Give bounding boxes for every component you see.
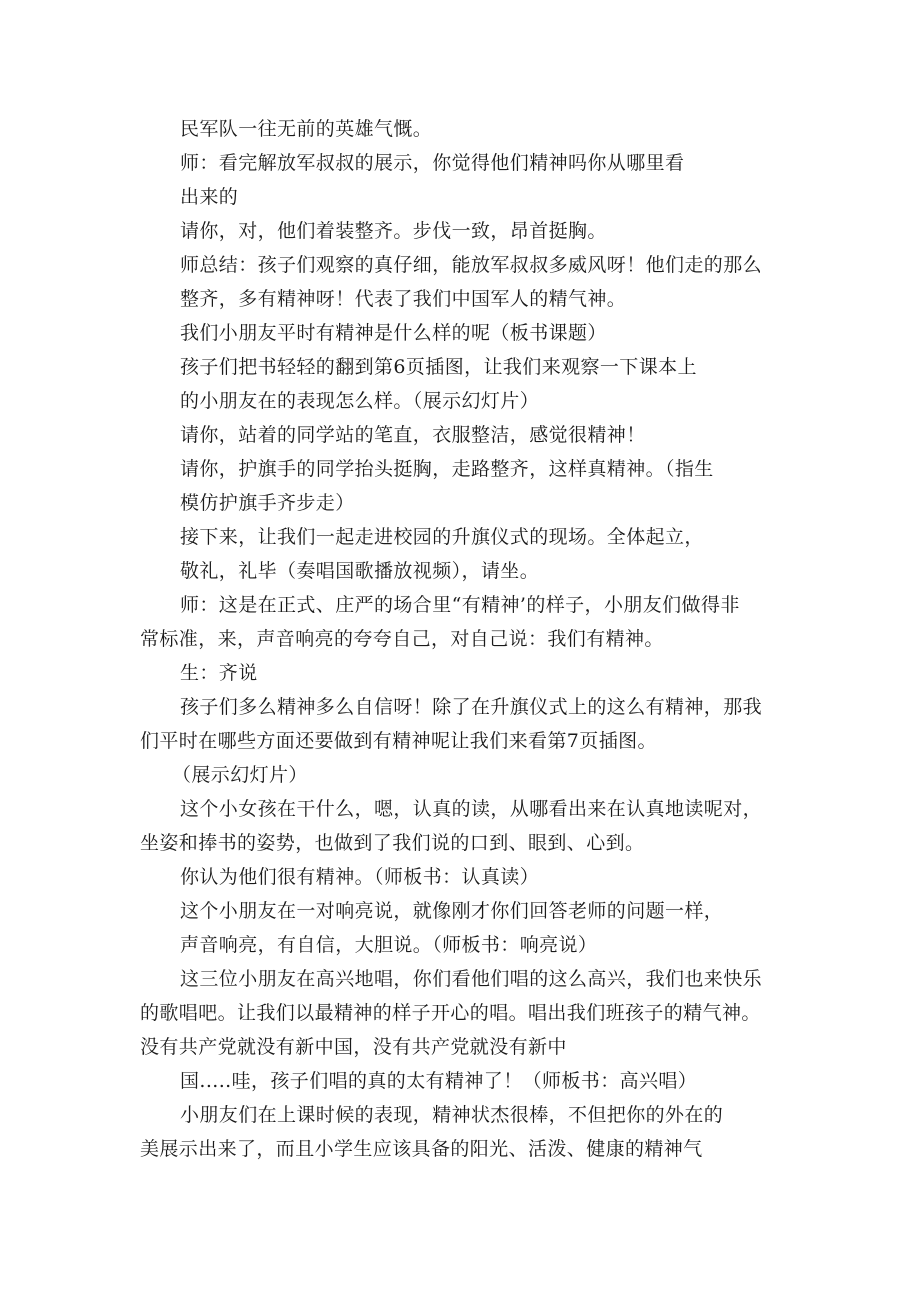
text-line: 敬礼，礼毕（奏唱国歌播放视频），请坐。 [180,560,540,582]
text-line: 这个小女孩在干什么，嗯，认真的读，从哪看出来在认真地读呢对， [180,798,763,820]
text-line: 民军队一往无前的英雄气慨。 [180,118,433,140]
text-line: 请你，站着的同学站的笔直，衣服整洁，感觉很精神！ [180,424,646,446]
text-line: 的小朋友在的表现怎么样。（展示幻灯片） [180,390,540,412]
text-line: 坐姿和捧书的姿势，也做到了我们说的口到、眼到、心到。 [140,832,645,854]
text-line: 国.....哇，孩子们唱的真的太有精神了！（师板书：高兴唱） [180,1070,698,1092]
text-line: 的歌唱吧。让我们以最精神的样子开心的唱。唱出我们班孩子的精气神。 [140,1002,761,1024]
text-line: 接下来，让我们一起走进校园的升旗仪式的现场。全体起立， [180,526,704,548]
text-line: 请你，对，他们着装整齐。步伐一致，昂首挺胸。 [180,220,607,242]
text-line: 你认为他们很有精神。（师板书：认真读） [180,866,540,888]
text-line: 师：看完解放军叔叔的展示，你觉得他们精神吗你从哪里看 [180,152,685,174]
text-line: 整齐，多有精神呀！代表了我们中国军人的精气神。 [180,288,627,310]
text-line: 生：齐说 [180,662,258,684]
text-line: 常标准，来，声音响亮的夸夸自己，对自己说：我们有精神。 [140,628,664,650]
text-line: 小朋友们在上课时候的表现，精神状杰很棒，不但把你的外在的 [180,1104,724,1126]
text-line: 孩子们多么精神多么自信呀！除了在升旗仪式上的这么有精神，那我 [180,696,763,718]
text-line: 这三位小朋友在高兴地唱，你们看他们唱的这么高兴，我们也来快乐 [180,968,763,990]
text-line: 师总结：孩子们观察的真仔细，能放军叔叔多威风呀！他们走的那么 [180,254,763,276]
text-line: （展示幻灯片） [172,764,308,786]
text-line: 我们小朋友平时有精神是什么样的呢（板书课题） [180,322,607,344]
text-line: 美展示出来了，而且小学生应该具备的阳光、活泼、健康的精神气 [140,1138,703,1160]
text-line: 孩子们把书轻轻的翻到第6页插图，让我们来观察一下课本上 [180,356,697,378]
text-line: 模仿护旗手齐步走） [180,492,355,514]
text-line: 请你，护旗手的同学抬头挺胸，走路整齐，这样真精神。（指生 [180,458,714,480]
text-line: 们平时在哪些方面还要做到有精神呢让我们来看第7页插图。 [140,730,657,752]
text-line: 师：这是在正式、庄严的场合里“有精神’的样子，小朋友们做得非 [180,594,740,616]
text-line: 出来的 [180,186,239,208]
text-line: 声音响亮，有自信，大胆说。（师板书：响亮说） [180,934,598,956]
text-line: 这个小朋友在一对响亮说，就像刚才你们回答老师的问题一样， [180,900,724,922]
document-body [140,112,790,1166]
text-line: 没有共产党就没有新中国，没有共产党就没有新中 [140,1036,567,1058]
